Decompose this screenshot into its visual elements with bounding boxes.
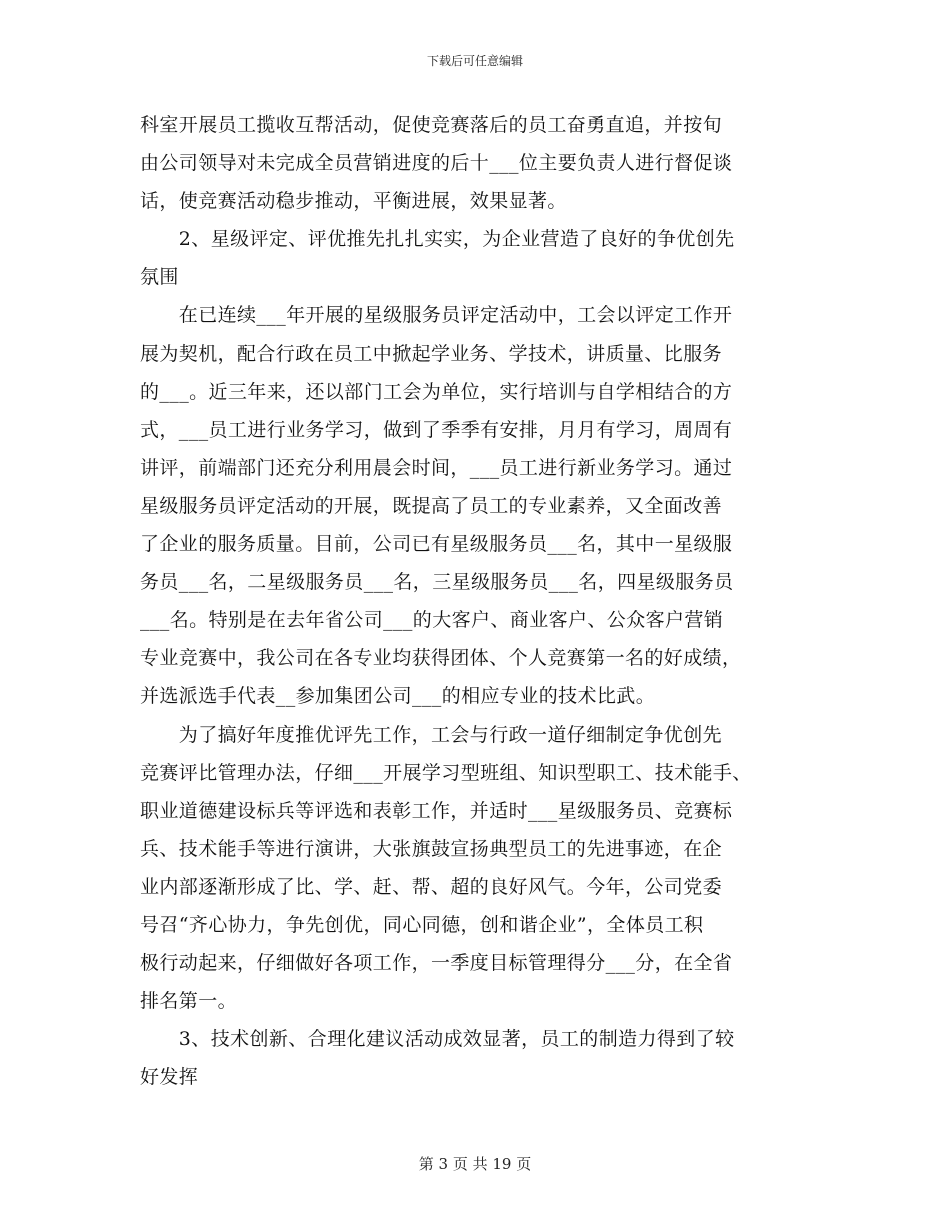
text-line: 职业道德建设标兵等评选和表彰工作，并适时___星级服务员、竞赛标	[140, 799, 733, 822]
text-line: 展为契机，配合行政在员工中掀起学业务、学技术，讲质量、比服务	[140, 342, 723, 365]
text-line: 业内部逐渐形成了比、学、赶、帮、超的良好风气。今年，公司党委	[140, 875, 723, 898]
text-line: 星级服务员评定活动的开展，既提高了员工的专业素养，又全面改善	[140, 494, 723, 517]
text-line: 由公司领导对未完成全员营销进度的后十___位主要负责人进行督促谈	[140, 152, 733, 175]
text-line: 氛围	[140, 266, 179, 289]
text-line: 3、技术创新、合理化建议活动成效显著，员工的制造力得到了较	[140, 1028, 735, 1051]
text-line: 在已连续___年开展的星级服务员评定活动中，工会以评定工作开	[140, 304, 733, 327]
text-line: 好发挥	[140, 1066, 199, 1089]
text-line: 讲评，前端部门还充分利用晨会时间，___员工进行新业务学习。通过	[140, 456, 733, 479]
text-line: 排名第一。	[140, 990, 238, 1013]
text-line: 专业竞赛中，我公司在各专业均获得团体、个人竞赛第一名的好成绩，	[140, 647, 742, 670]
document-body	[140, 106, 812, 1096]
text-line: ___名。特别是在去年省公司___的大客户、商业客户、公众客户营销	[140, 609, 724, 632]
text-line: 号召“齐心协力，争先创优，同心同德，创和谐企业”，全体员工积	[140, 913, 704, 936]
text-line: 竞赛评比管理办法，仔细___开展学习型班组、知识型职工、技术能手、	[140, 761, 752, 784]
text-line: 话，使竞赛活动稳步推动，平衡进展，效果显著。	[140, 190, 567, 213]
text-line: 为了搞好年度推优评先工作，工会与行政一道仔细制定争优创先	[140, 723, 723, 746]
page-number: 第 3 页 共 19 页	[418, 1155, 532, 1173]
text-line: 极行动起来，仔细做好各项工作，一季度目标管理得分___分，在全省	[140, 952, 733, 975]
text-line: 的___。近三年来，还以部门工会为单位，实行培训与自学相结合的方	[140, 380, 733, 403]
text-line: 科室开展员工揽收互帮活动，促使竞赛落后的员工奋勇直追，并按旬	[140, 114, 723, 136]
text-line: 式，___员工进行业务学习，做到了季季有安排，月月有学习，周周有	[140, 418, 733, 441]
text-line: 务员___名，二星级服务员___名，三星级服务员___名，四星级服务员	[140, 571, 734, 594]
text-line: 兵、技术能手等进行演讲，大张旗鼓宣扬典型员工的先进事迹，在企	[140, 837, 723, 860]
text-line: 2、星级评定、评优推先扎扎实实，为企业营造了良好的争优创先	[140, 228, 735, 251]
header-note: 下载后可任意编辑	[426, 54, 523, 68]
text-line: 了企业的服务质量。目前，公司已有星级服务员___名，其中一星级服	[140, 533, 733, 556]
text-line: 并选派选手代表__参加集团公司___的相应专业的技术比武。	[140, 685, 656, 708]
